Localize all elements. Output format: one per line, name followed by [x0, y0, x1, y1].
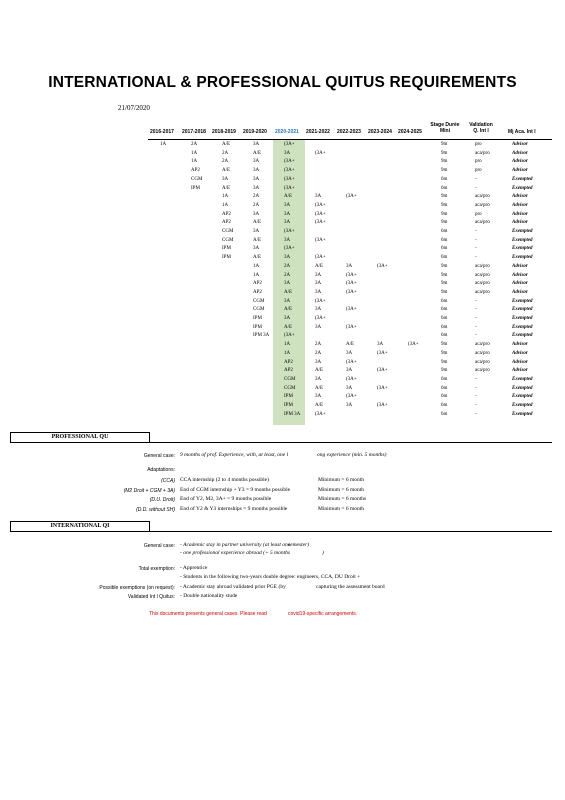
table-cell: A/E: [284, 307, 293, 313]
table-cell: Exempted: [512, 298, 533, 304]
table-cell: Advisor: [512, 272, 528, 278]
table-cell: (3A+: [346, 281, 357, 287]
adaptation-label: (D.U. Droit): [149, 497, 175, 503]
table-cell: A/E: [284, 289, 293, 295]
table-cell: aca/pro: [475, 289, 490, 295]
table-cell: 6m: [441, 176, 448, 182]
table-cell: 6m: [441, 403, 448, 408]
table-cell: aca/pro: [475, 150, 490, 156]
table-cell: (3A+: [315, 298, 326, 304]
international-section-heading: INTERNATIONAL QI: [10, 521, 150, 532]
header-2020-2021: 2020-2021: [275, 129, 299, 135]
table-cell: -: [475, 176, 477, 182]
table-cell: (3A+: [284, 168, 295, 174]
table-cell: 9m: [441, 272, 448, 278]
table-cell: 3A: [315, 394, 322, 400]
table-cell: 3A: [253, 211, 260, 217]
table-cell: (3A+: [284, 246, 295, 252]
header-2023-2024: 2023-2024: [368, 129, 392, 135]
table-cell: 3A: [377, 342, 384, 348]
table-cell: 1A: [284, 342, 291, 348]
table-cell: 3A: [222, 176, 229, 182]
header-stage-duration: Stage Durée Mini: [430, 122, 460, 134]
table-cell: (3A+: [284, 185, 295, 191]
table-cell: A/E: [222, 185, 231, 191]
international-divider: [148, 531, 552, 532]
document-date: 21/07/2020: [118, 104, 150, 112]
adaptation-label: (D.D. without SH): [136, 506, 175, 513]
table-cell: 2A: [284, 263, 291, 269]
adaptation-minimum: Minimum = 6 month: [318, 486, 365, 493]
table-cell: (3A+: [377, 368, 388, 374]
table-cell: 1A: [253, 263, 260, 269]
table-cell: 6m: [441, 324, 448, 330]
table-cell: 3A: [253, 142, 260, 147]
table-cell: (3A+: [315, 411, 326, 417]
table-cell: A/E: [222, 142, 231, 147]
table-cell: 3A: [315, 324, 322, 330]
table-cell: (3A+: [377, 263, 388, 269]
header-mj-aca: Mj Aca. Int l: [508, 129, 536, 135]
adaptation-label: (M2 Droit + CGM + 3A): [123, 487, 175, 494]
table-cell: 1A: [191, 150, 198, 156]
table-cell: -: [475, 333, 477, 339]
table-cell: Exempted: [512, 333, 533, 339]
table-cell: -: [475, 185, 477, 191]
table-cell: A/E: [253, 255, 262, 261]
table-cell: Advisor: [512, 168, 528, 174]
header-validation: Validation Q. Int l: [469, 122, 493, 134]
table-cell: Advisor: [512, 211, 528, 217]
table-cell: Advisor: [512, 220, 528, 226]
covid-note-b: covid19-specific arrangements.: [288, 611, 358, 617]
page-title: INTERNATIONAL & PROFESSIONAL QUITUS REQUIREMENTS: [48, 74, 517, 91]
total-exemption-line-1: - Apprentice: [180, 565, 208, 571]
table-cell: 9m: [441, 342, 448, 348]
possible-exemptions-text-b: capturing the assessment board: [316, 584, 385, 590]
table-cell: Advisor: [512, 263, 528, 269]
table-cell: (3A+: [284, 142, 295, 147]
international-general-line-1a: - Academic stay in partner university (at least one: [180, 542, 291, 548]
table-cell: 3A: [346, 368, 353, 374]
table-cell: Exempted: [512, 411, 533, 417]
table-cell: Exempted: [512, 316, 533, 321]
table-cell: -: [475, 411, 477, 417]
table-cell: AP2: [284, 359, 293, 365]
table-cell: Exempted: [512, 376, 533, 382]
table-cell: 6m: [441, 246, 448, 252]
table-cell: aca/pro: [475, 350, 490, 356]
table-cell: 2A: [222, 150, 229, 156]
table-cell: Exempted: [512, 185, 533, 191]
table-cell: 9m: [441, 194, 448, 200]
table-cell: IPM: [191, 185, 200, 191]
header-2021-2022: 2021-2022: [306, 129, 330, 135]
header-2022-2023: 2022-2023: [337, 129, 361, 135]
table-cell: A/E: [284, 324, 293, 330]
table-cell: 1A: [160, 142, 167, 147]
header-2016-2017: 2016-2017: [150, 129, 174, 135]
table-cell: 3A: [284, 281, 291, 287]
table-cell: (3A+: [284, 333, 295, 339]
table-cell: Advisor: [512, 194, 528, 200]
header-rule: [148, 139, 552, 140]
table-cell: Advisor: [512, 202, 528, 208]
table-cell: AP2: [222, 211, 231, 217]
professional-general-text-1: 9 months of prof. Experience, with, at least, one l: [180, 452, 289, 458]
total-exemption-label: Total exemption:: [138, 566, 175, 572]
table-cell: (3A+: [315, 150, 326, 156]
table-cell: 2A: [222, 159, 229, 165]
table-cell: (3A+: [284, 229, 295, 234]
table-cell: (3A+: [315, 255, 326, 261]
table-cell: aca/pro: [475, 368, 490, 374]
header-2018-2019: 2018-2019: [212, 129, 236, 135]
table-cell: 9m: [441, 350, 448, 356]
table-cell: CGM: [191, 176, 203, 182]
table-cell: 3A: [284, 202, 291, 208]
table-cell: 2A: [315, 342, 322, 348]
table-cell: 9m: [441, 263, 448, 269]
table-cell: 2A: [253, 194, 260, 200]
table-cell: 2A: [284, 272, 291, 278]
adaptation-text: End of CGM internship + Y3 = 9 months possible: [180, 486, 291, 493]
table-cell: Advisor: [512, 289, 528, 295]
table-cell: AP2: [191, 168, 200, 174]
table-cell: Exempted: [512, 229, 533, 234]
table-cell: (3A+: [284, 176, 295, 182]
table-cell: 3A: [253, 246, 260, 252]
table-cell: Exempted: [512, 385, 533, 391]
table-cell: Advisor: [512, 359, 528, 365]
professional-section-heading: PROFESSIONAL QU: [10, 432, 150, 443]
table-cell: aca/pro: [475, 220, 490, 226]
table-cell: IPM: [284, 403, 293, 408]
adaptation-minimum: Minimum = 6 months: [318, 496, 367, 502]
table-cell: A/E: [222, 168, 231, 174]
table-cell: 9m: [441, 202, 448, 208]
table-cell: aca/pro: [475, 202, 490, 208]
table-cell: pro: [475, 211, 482, 217]
adaptation-text: End of Y2, M2, 3A+ = 9 months possible: [180, 496, 272, 502]
adaptation-minimum: Minimum = 6 month: [318, 477, 365, 483]
table-cell: 6m: [441, 237, 448, 243]
table-cell: 1A: [222, 202, 229, 208]
table-cell: A/E: [315, 403, 324, 408]
validated-quitus-text: - Double nationality stude: [180, 593, 238, 599]
table-cell: 3A: [315, 359, 322, 365]
table-cell: aca/pro: [475, 194, 490, 200]
table-cell: 1A: [284, 350, 291, 356]
table-cell: (3A+: [346, 359, 357, 365]
table-cell: 3A: [284, 220, 291, 226]
table-cell: 3A: [315, 281, 322, 287]
table-cell: AP2: [222, 220, 231, 226]
table-cell: IPM: [284, 394, 293, 400]
table-cell: (3A+: [315, 220, 326, 226]
table-cell: (3A+: [377, 403, 388, 408]
table-cell: 9m: [441, 281, 448, 287]
table-cell: 6m: [441, 411, 448, 417]
table-cell: -: [475, 324, 477, 330]
table-cell: 2A: [191, 142, 198, 147]
international-general-label: General case:: [143, 543, 175, 549]
table-cell: AP2: [253, 289, 262, 295]
table-cell: CGM: [222, 229, 234, 234]
table-cell: -: [475, 298, 477, 304]
table-cell: pro: [475, 142, 482, 147]
table-cell: (3A+: [315, 316, 326, 321]
table-cell: Exempted: [512, 237, 533, 243]
table-cell: 9m: [441, 168, 448, 174]
table-cell: 3A: [284, 211, 291, 217]
table-cell: 3A: [253, 159, 260, 165]
table-cell: Advisor: [512, 350, 528, 356]
adaptations-label: Adaptations:: [147, 467, 175, 473]
table-cell: 3A: [284, 237, 291, 243]
table-cell: Advisor: [512, 142, 528, 147]
table-cell: 6m: [441, 333, 448, 339]
adaptation-text: CCA internship (2 to 4 months possible): [180, 477, 269, 483]
table-cell: Exempted: [512, 403, 533, 408]
table-cell: -: [475, 394, 477, 400]
table-cell: A/E: [315, 368, 324, 374]
possible-exemptions-label: Possible exemptions (on request):: [99, 585, 175, 591]
table-cell: pro: [475, 168, 482, 174]
table-cell: aca/pro: [475, 272, 490, 278]
table-cell: -: [475, 229, 477, 234]
table-cell: 9m: [441, 142, 448, 147]
table-cell: Exempted: [512, 176, 533, 182]
table-cell: 9m: [441, 368, 448, 374]
table-cell: 9m: [441, 220, 448, 226]
table-cell: -: [475, 237, 477, 243]
table-cell: Exempted: [512, 307, 533, 313]
table-cell: 3A: [315, 376, 322, 382]
professional-general-label: General case:: [143, 453, 175, 459]
table-cell: (3A+: [408, 342, 419, 348]
table-cell: 3A: [253, 229, 260, 234]
table-cell: 3A: [315, 272, 322, 278]
table-cell: CGM: [284, 376, 296, 382]
table-cell: aca/pro: [475, 263, 490, 269]
table-cell: CGM: [253, 307, 265, 313]
total-exemption-line-2: - Students in the following two-years double degree: engineers, CCA, DU Droit +: [180, 574, 361, 580]
table-cell: (3A+: [346, 272, 357, 278]
table-cell: (3A+: [315, 237, 326, 243]
table-cell: -: [475, 255, 477, 261]
validated-quitus-label: Validated Int l Quitus:: [127, 594, 175, 600]
table-cell: A/E: [253, 150, 262, 156]
table-cell: 3A: [284, 255, 291, 261]
table-cell: A/E: [346, 342, 355, 348]
table-cell: Exempted: [512, 324, 533, 330]
header-2019-2020: 2019-2020: [243, 129, 267, 135]
table-cell: CGM: [222, 237, 234, 243]
table-cell: AP2: [284, 368, 293, 374]
adaptation-text: End of Y2 & Y3 internships = 9 months possible: [180, 505, 288, 512]
table-cell: Advisor: [512, 342, 528, 348]
table-cell: A/E: [284, 194, 293, 200]
table-cell: -: [475, 403, 477, 408]
table-cell: (3A+: [346, 307, 357, 313]
adaptation-label: (CCA): [161, 478, 175, 484]
table-cell: 3A: [284, 316, 291, 321]
table-cell: pro: [475, 159, 482, 165]
table-cell: 6m: [441, 385, 448, 391]
table-cell: 3A: [253, 176, 260, 182]
table-cell: 3A: [346, 350, 353, 356]
table-cell: CGM: [253, 298, 265, 304]
table-cell: (3A+: [346, 394, 357, 400]
table-cell: 3A: [346, 263, 353, 269]
table-cell: Advisor: [512, 368, 528, 374]
table-cell: 1A: [191, 159, 198, 165]
table-cell: 3A: [346, 385, 353, 391]
table-cell: 6m: [441, 394, 448, 400]
table-cell: A/E: [253, 220, 262, 226]
table-cell: aca/pro: [475, 359, 490, 365]
table-cell: AP2: [253, 281, 262, 287]
table-cell: (3A+: [315, 202, 326, 208]
international-general-line-2b: ): [322, 550, 324, 556]
table-cell: 6m: [441, 255, 448, 261]
international-general-line-1b: semester): [288, 542, 310, 548]
table-cell: IPM 3A: [253, 333, 270, 339]
table-cell: 1A: [222, 194, 229, 200]
table-cell: (3A+: [346, 194, 357, 200]
table-cell: CGM: [284, 385, 296, 391]
table-cell: -: [475, 385, 477, 391]
table-cell: Advisor: [512, 159, 528, 165]
table-cell: -: [475, 307, 477, 313]
table-cell: 2A: [253, 202, 260, 208]
table-cell: IPM: [253, 324, 262, 330]
table-cell: (3A+: [377, 350, 388, 356]
table-cell: -: [475, 316, 477, 321]
table-cell: IPM: [253, 316, 262, 321]
table-cell: IPM 3A: [284, 411, 301, 417]
table-cell: Exempted: [512, 394, 533, 400]
table-cell: 3A: [253, 185, 260, 191]
table-cell: IPM: [222, 246, 231, 252]
table-cell: Exempted: [512, 246, 533, 252]
table-cell: 9m: [441, 150, 448, 156]
table-cell: 3A: [253, 168, 260, 174]
header-2017-2018: 2017-2018: [182, 129, 206, 135]
possible-exemptions-text-a: - Academic stay abroad validated prior PGE (by: [180, 584, 286, 590]
table-cell: 9m: [441, 159, 448, 165]
table-cell: 2A: [315, 350, 322, 356]
table-cell: (3A+: [284, 159, 295, 165]
table-cell: 3A: [284, 150, 291, 156]
table-cell: Advisor: [512, 150, 528, 156]
professional-general-text-2: ong experience (min. 5 months): [317, 452, 387, 458]
adaptation-minimum: Minimum = 6 month: [318, 505, 365, 512]
table-cell: IPM: [222, 255, 231, 261]
table-cell: 3A: [315, 307, 322, 313]
table-cell: 6m: [441, 316, 448, 321]
table-cell: A/E: [315, 385, 324, 391]
covid-note-a: This documents presents general cases. Please read: [149, 611, 267, 617]
table-cell: 3A: [315, 289, 322, 295]
header-2024-2025: 2024-2025: [398, 129, 422, 135]
table-cell: 6m: [441, 307, 448, 313]
international-general-line-2a: - one professional experience abroad (+ 5 months: [180, 550, 291, 556]
table-cell: (3A+: [377, 385, 388, 391]
table-cell: A/E: [253, 237, 262, 243]
table-cell: (3A+: [315, 211, 326, 217]
table-cell: 3A: [315, 194, 322, 200]
table-cell: (3A+: [346, 289, 357, 295]
table-cell: 1A: [253, 272, 260, 278]
table-cell: 3A: [346, 403, 353, 408]
table-cell: aca/pro: [475, 342, 490, 348]
table-cell: 9m: [441, 211, 448, 217]
table-cell: 9m: [441, 289, 448, 295]
professional-divider: [148, 442, 552, 443]
table-cell: 3A: [284, 298, 291, 304]
table-cell: 6m: [441, 376, 448, 382]
table-cell: -: [475, 246, 477, 252]
table-cell: 6m: [441, 185, 448, 191]
table-cell: (3A+: [346, 376, 357, 382]
table-cell: Advisor: [512, 281, 528, 287]
table-cell: A/E: [315, 263, 324, 269]
table-cell: 6m: [441, 298, 448, 304]
table-cell: 9m: [441, 359, 448, 365]
table-cell: (3A+: [346, 324, 357, 330]
table-cell: 6m: [441, 229, 448, 234]
table-cell: aca/pro: [475, 281, 490, 287]
table-cell: Exempted: [512, 255, 533, 261]
table-cell: -: [475, 376, 477, 382]
